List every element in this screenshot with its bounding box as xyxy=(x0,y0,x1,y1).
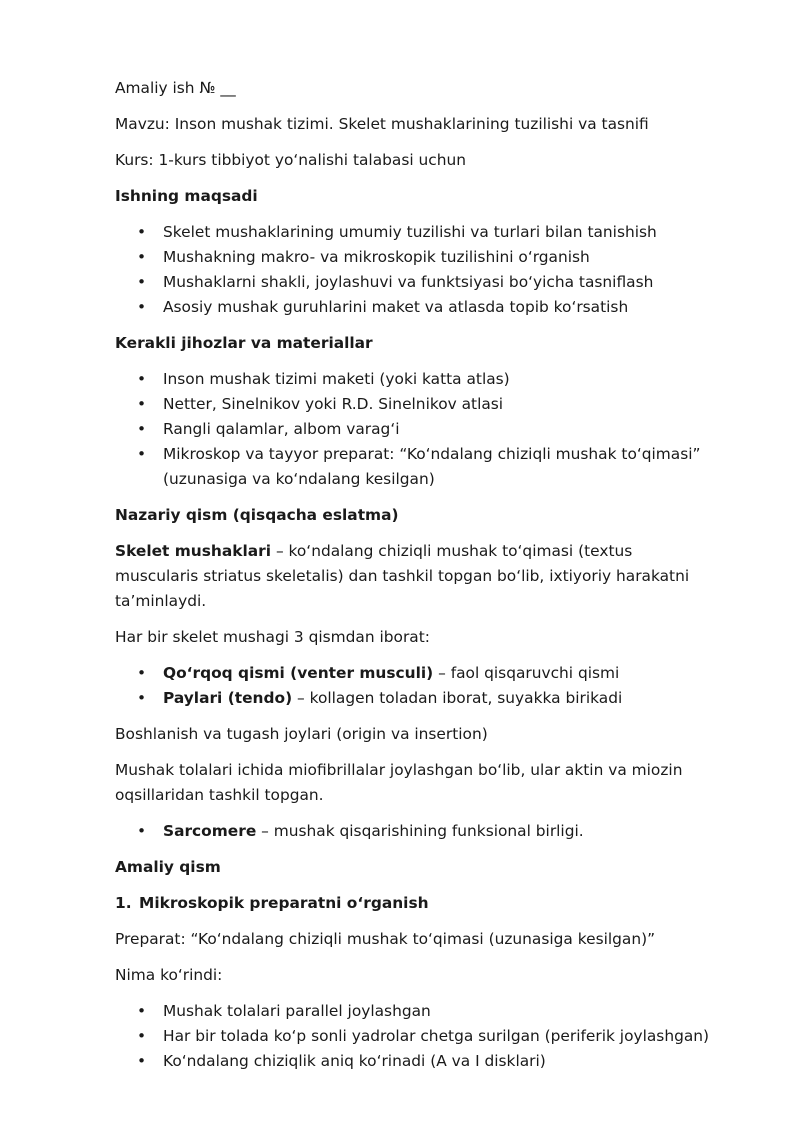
parts-intro: Har bir skelet mushagi 3 qismdan iborat: xyxy=(115,628,430,646)
bullet-icon: • xyxy=(137,1052,147,1070)
seen-list xyxy=(115,999,715,1074)
bullet-icon: • xyxy=(137,370,147,388)
theory-heading: Nazariy qism (qisqacha eslatma) xyxy=(115,506,399,524)
bullet-icon: • xyxy=(137,664,147,682)
preparat-line: Preparat: “Ko‘ndalang chiziqli mushak to‘qimasi (uzunasiga kesilgan)” xyxy=(115,930,656,948)
origin-line: Boshlanish va tugash joylari (origin va insertion) xyxy=(115,725,488,743)
bullet-icon: • xyxy=(137,273,147,291)
definition-term: Skelet mushaklari xyxy=(115,542,272,560)
seen-label: Nima ko‘rindi: xyxy=(115,966,223,984)
topic-line: Mavzu: Inson mushak tizimi. Skelet mushaklarining tuzilishi va tasnifi xyxy=(115,115,649,133)
list-item: • Har bir tolada ko‘p sonli yadrolar chetga surilgan (periferik joylashgan) xyxy=(115,1024,715,1049)
bullet-icon: • xyxy=(137,223,147,241)
list-item: • Asosiy mushak guruhlarini maket va atlasda topib ko‘rsatish xyxy=(115,295,715,320)
step-1-title: 1. Mikroskopik preparatni o‘rganish xyxy=(115,891,715,916)
bullet-icon: • xyxy=(137,689,147,707)
list-item: • Mushaklarni shakli, joylashuvi va funktsiyasi bo‘yicha tasniflash xyxy=(115,270,715,295)
list-item: • Sarcomere – mushak qisqarishining funksional birligi. xyxy=(115,819,715,844)
worksheet-title: Amaliy ish № __ xyxy=(115,79,236,97)
bullet-icon: • xyxy=(137,822,147,840)
materials-list xyxy=(115,367,715,492)
course-line: Kurs: 1-kurs tibbiyot yo‘nalishi talabasi uchun xyxy=(115,151,466,169)
bullet-icon: • xyxy=(137,1027,147,1045)
goal-heading: Ishning maqsadi xyxy=(115,187,258,205)
bullet-icon: • xyxy=(137,395,147,413)
list-item: • Netter, Sinelnikov yoki R.D. Sinelnikov atlasi xyxy=(115,392,715,417)
list-item: • Skelet mushaklarining umumiy tuzilishi va turlari bilan tanishish xyxy=(115,220,715,245)
list-item: • Rangli qalamlar, albom varag‘i xyxy=(115,417,715,442)
list-item: • Inson mushak tizimi maketi (yoki katta atlas) xyxy=(115,367,715,392)
materials-heading: Kerakli jihozlar va materiallar xyxy=(115,334,373,352)
document-body xyxy=(115,76,715,1085)
list-item: • Ko‘ndalang chiziqlik aniq ko‘rinadi (A va I disklari) xyxy=(115,1049,715,1074)
goal-list xyxy=(115,220,715,320)
step-number: 1. xyxy=(115,894,132,912)
bullet-icon: • xyxy=(137,1002,147,1020)
list-item: • Paylari (tendo) – kollagen toladan iborat, suyakka birikadi xyxy=(115,686,715,711)
list-item: • Mikroskop va tayyor preparat: “Ko‘ndalang chiziqli mushak to‘qimasi” (uzunasiga va ko‘ndalang kesilgan) xyxy=(115,442,715,492)
bullet-icon: • xyxy=(137,420,147,438)
definition-text: – ko‘ndalang chiziqli mushak to‘qimasi (textus muscularis striatus skeletalis) dan tashkil topgan bo‘lib, ixtiyoriy harakatni ta’minlaydi. xyxy=(115,542,690,610)
practical-heading: Amaliy qism xyxy=(115,858,221,876)
practical-steps xyxy=(115,891,715,916)
fibers-paragraph: Mushak tolalari ichida miofibrillalar joylashgan bo‘lib, ular aktin va miozin oqsillaridan tashkil topgan. xyxy=(115,761,683,804)
list-item: • Mushakning makro- va mikroskopik tuzilishini o‘rganish xyxy=(115,245,715,270)
bullet-icon: • xyxy=(137,445,147,463)
sarcomere-list xyxy=(115,819,715,844)
bullet-icon: • xyxy=(137,298,147,316)
bullet-icon: • xyxy=(137,248,147,266)
parts-list xyxy=(115,661,715,711)
definition-paragraph xyxy=(115,539,715,614)
list-item: • Qo‘rqoq qismi (venter musculi) – faol qisqaruvchi qismi xyxy=(115,661,715,686)
list-item: • Mushak tolalari parallel joylashgan xyxy=(115,999,715,1024)
